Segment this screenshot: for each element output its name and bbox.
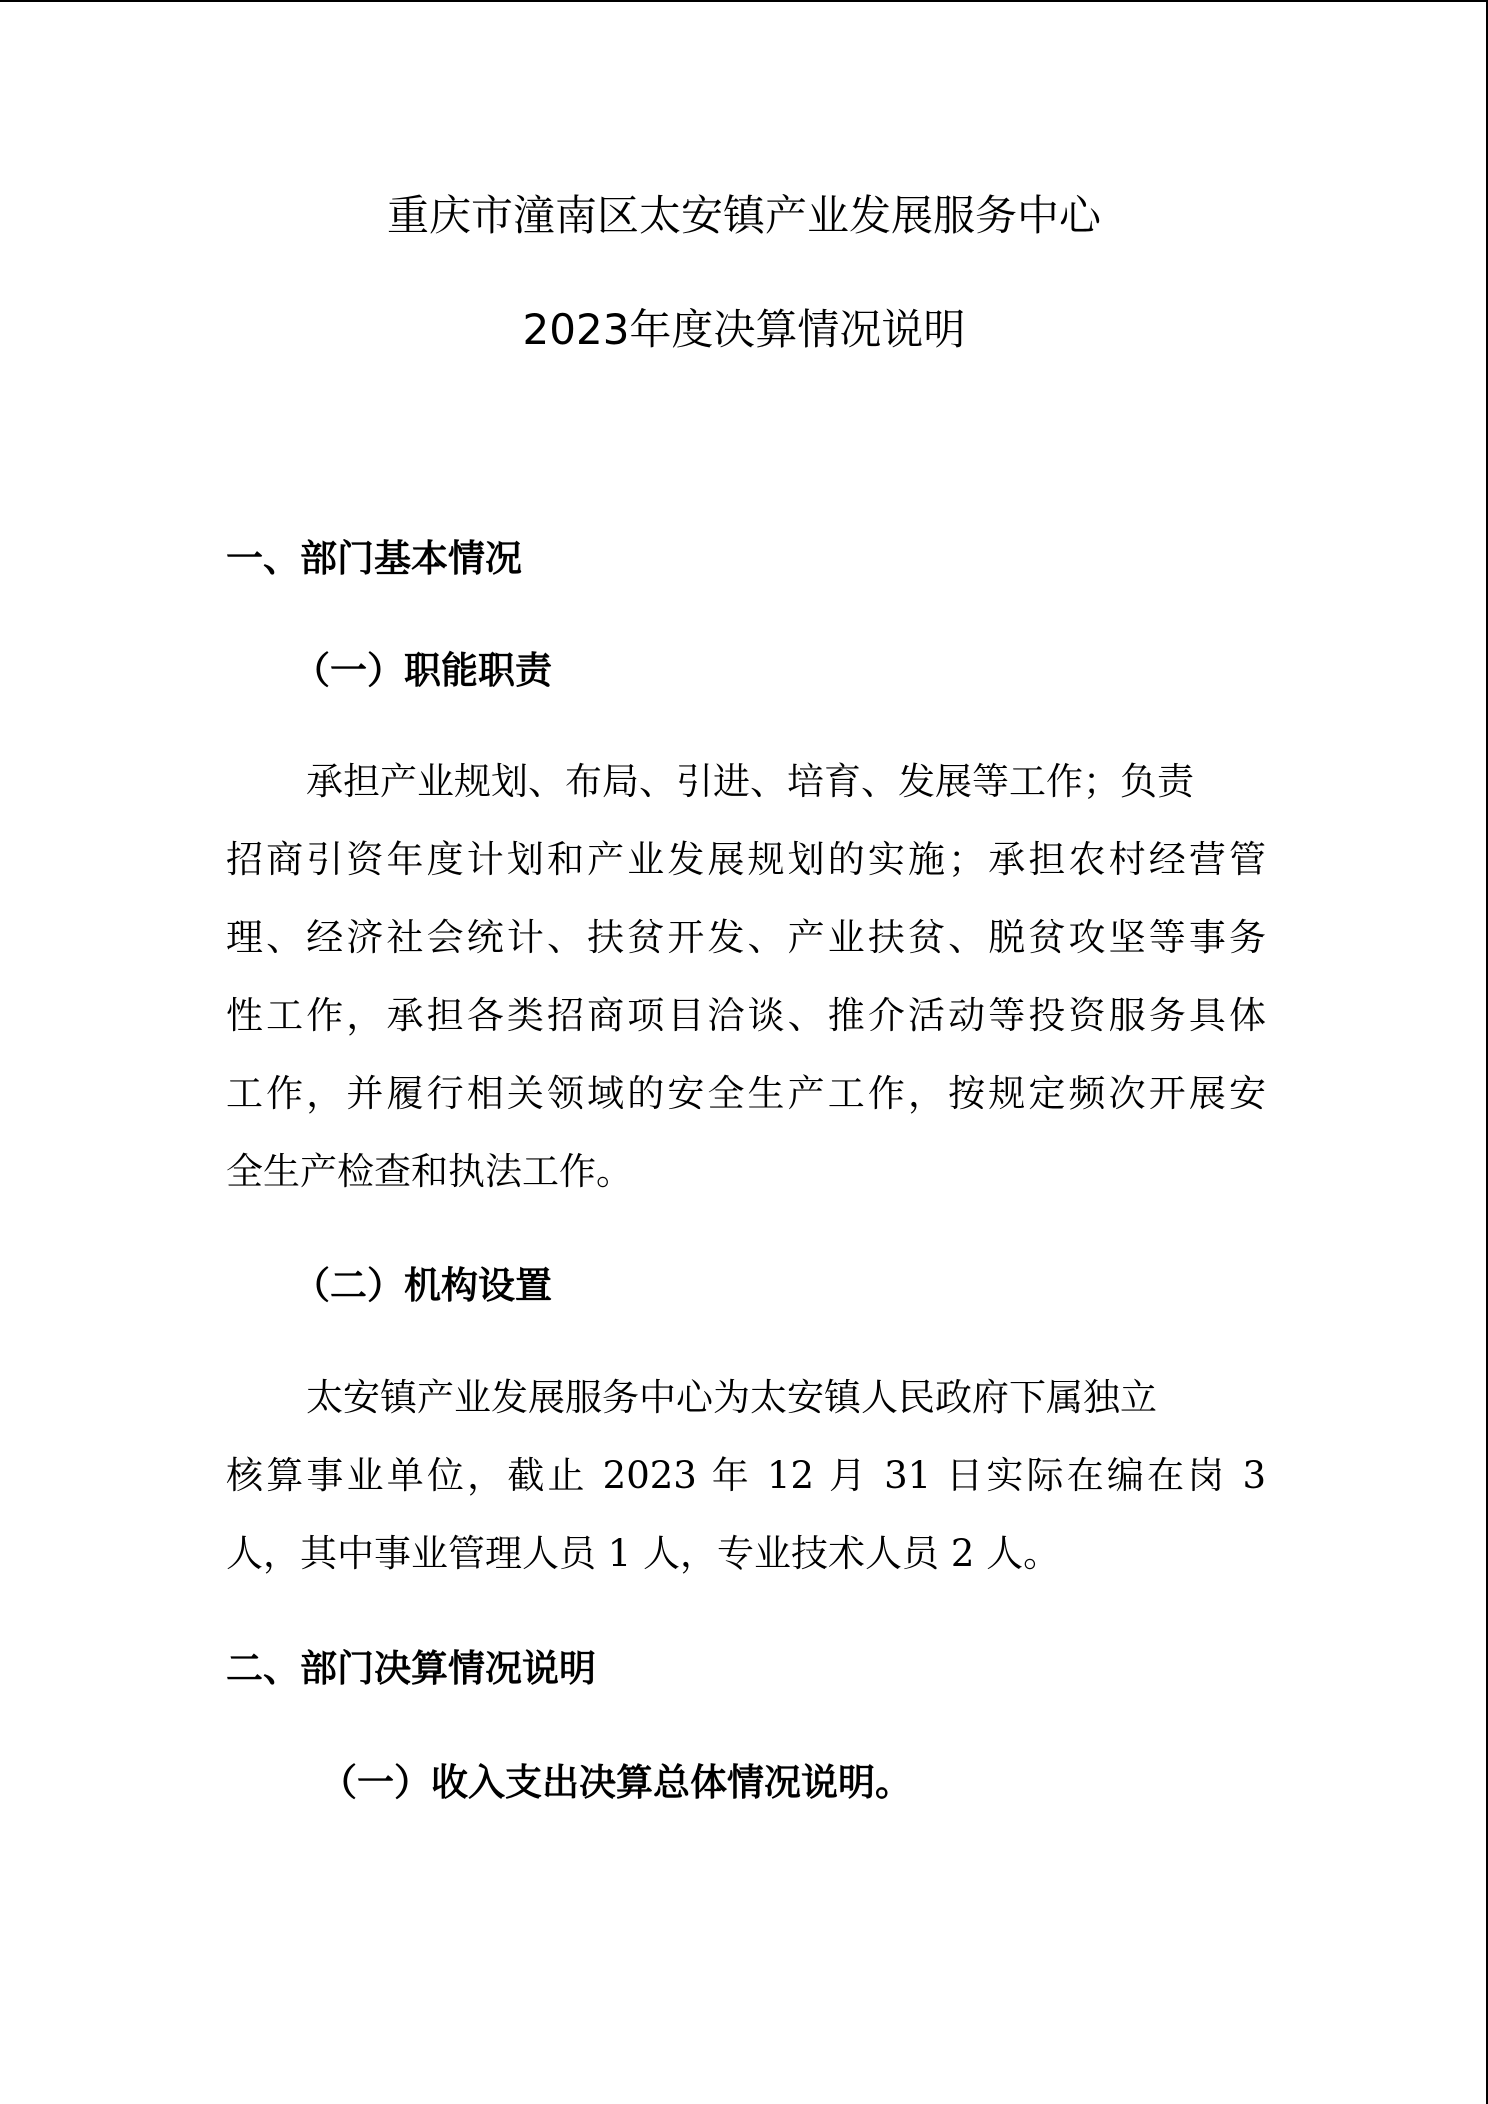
document-title-line2: 2023年度决算情况说明: [522, 305, 966, 354]
duties-line-2: 招商引资年度计划和产业发展规划的实施；承担农村经营管: [226, 838, 1266, 881]
duties-line-6: 全生产检查和执法工作。: [226, 1150, 633, 1193]
duties-line-1: 承担产业规划、布局、引进、培育、发展等工作；负责: [306, 760, 1194, 803]
duties-paragraph: [226, 743, 1266, 1211]
organization-line-2: 核算事业单位，截止 2023 年 12 月 31 日实际在编在岗 3: [226, 1454, 1266, 1497]
duties-line-3: 理、经济社会统计、扶贫开发、产业扶贫、脱贫攻坚等事务: [226, 916, 1266, 959]
duties-line-4: 性工作，承担各类招商项目洽谈、推介活动等投资服务具体: [226, 994, 1266, 1037]
section2-sub1-heading: （一）收入支出决算总体情况说明。: [320, 1760, 912, 1804]
duties-line-5: 工作，并履行相关领域的安全生产工作，按规定频次开展安: [226, 1072, 1266, 1115]
section1-heading: 一、部门基本情况: [226, 536, 522, 580]
section2-heading: 二、部门决算情况说明: [226, 1646, 596, 1690]
section1-sub1-heading: （一）职能职责: [293, 648, 552, 692]
organization-line-3: 人，其中事业管理人员 1 人，专业技术人员 2 人。: [226, 1532, 1061, 1575]
document-title-line1: 重庆市潼南区太安镇产业发展服务中心: [386, 191, 1101, 240]
organization-line-1: 太安镇产业发展服务中心为太安镇人民政府下属独立: [306, 1376, 1157, 1419]
organization-paragraph: [226, 1359, 1266, 1593]
section1-sub2-heading: （二）机构设置: [293, 1263, 552, 1307]
page-border-top: [0, 0, 1488, 2]
